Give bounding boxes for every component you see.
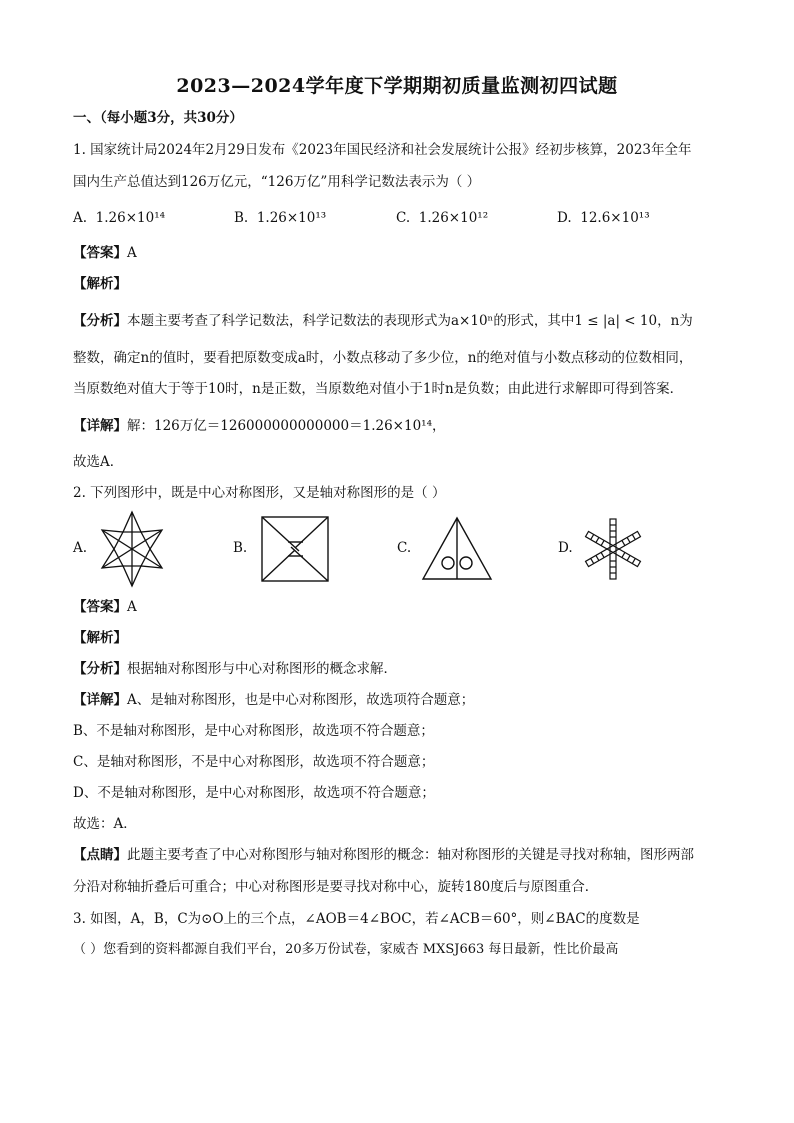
q2-line-d: D、不是轴对称图形，是中心对称图形，故选项不符合题意；	[73, 785, 435, 801]
detail-text: A、是轴对称图形，也是中心对称图形，故选项符合题意；	[127, 692, 475, 708]
q2-dianjing-line2: 分沿对称轴折叠后可重合；中心对称图形是要寻找对称中心，旋转180度后与原图重合．	[73, 879, 599, 895]
option-key: C.	[396, 210, 411, 226]
hexagram-figure	[96, 510, 168, 588]
q2-line-c: C、是轴对称图形，不是中心对称图形，故选项不符合题意；	[73, 754, 435, 770]
detail-tag: 【详解】	[73, 418, 127, 434]
answer-value: A	[127, 599, 137, 615]
q2-label-a: A.	[73, 540, 88, 556]
q2-label-b: B.	[233, 540, 248, 556]
fenxi-text: 根据轴对称图形与中心对称图形的概念求解．	[127, 661, 397, 677]
q1-fenxi-line3: 当原数绝对值大于等于10时，n是正数，当原数绝对值小于1时n是负数；由此进行求解即可得到答案．	[73, 381, 684, 397]
detail-text: 解：126万亿＝126000000000000＝1.26×10¹⁴，	[127, 418, 446, 434]
q2-detail	[73, 690, 474, 710]
ribbed-star-figure	[581, 516, 645, 582]
fenxi-text: 本题主要考查了科学记数法，科学记数法的表现形式为a×10ⁿ的形式，其中1 ≤ |a| < 10，n为	[127, 313, 693, 329]
q2-fenxi	[73, 659, 397, 679]
q1-option-c	[396, 208, 488, 228]
option-text: 1.26×10¹³	[256, 210, 327, 226]
option-text: 1.26×10¹⁴	[95, 210, 166, 226]
q1-fenxi-line2: 整数，确定n的值时，要看把原数变成a时，小数点移动了多少位，n的绝对值与小数点移动的位数相同，	[73, 350, 693, 366]
section-heading: 一、（每小题3分，共30分）	[73, 110, 243, 126]
answer-value: A	[127, 245, 137, 261]
page-title: 2023—2024学年度下学期期初质量监测初四试题	[176, 75, 618, 97]
option-key: B.	[234, 210, 249, 226]
option-key: D.	[557, 210, 572, 226]
q1-detail	[73, 416, 445, 436]
q2-line-b: B、不是轴对称图形，是中心对称图形，故选项不符合题意；	[73, 723, 434, 739]
fenxi-tag: 【分析】	[73, 661, 127, 677]
fenxi-tag: 【分析】	[73, 313, 127, 329]
q3-line2: （ ）您看到的资料都源自我们平台，20多万份试卷，家威杏 MXSJ663 每日最新，性比价最高	[73, 942, 619, 957]
triangle-circles-figure	[421, 515, 493, 583]
q1-line1: 1. 国家统计局2024年2月29日发布《2023年国民经济和社会发展统计公报》经初步核算，2023年全年	[73, 142, 692, 158]
q2-dianjing-line1	[73, 845, 694, 865]
q2-choose: 故选：A．	[73, 816, 137, 832]
q1-line2: 国内生产总值达到126万亿元，“126万亿”用科学记数法表示为（ ）	[73, 174, 481, 190]
q1-answer	[73, 243, 137, 263]
q2-label-c: C.	[397, 540, 412, 556]
q1-option-d	[557, 208, 650, 228]
q2-label-d: D.	[558, 540, 573, 556]
detail-tag: 【详解】	[73, 692, 127, 708]
answer-tag: 【答案】	[73, 245, 127, 261]
q2-answer	[73, 597, 137, 617]
answer-tag: 【答案】	[73, 599, 127, 615]
q1-option-b	[234, 208, 326, 228]
q2-line1: 2. 下列图形中，既是中心对称图形，又是轴对称图形的是（ ）	[73, 485, 446, 501]
square-pinwheel-figure	[259, 514, 331, 584]
option-key: A.	[73, 210, 88, 226]
option-text: 1.26×10¹²	[418, 210, 489, 226]
q2-analysis-tag: 【解析】	[73, 630, 127, 646]
q1-option-a	[73, 208, 165, 228]
q1-fenxi-line1	[73, 311, 693, 331]
dianjing-tag: 【点睛】	[73, 847, 127, 863]
q1-choose: 故选A．	[73, 454, 124, 470]
q3-line1: 3. 如图，A，B，C为⊙O上的三个点，∠AOB＝4∠BOC，若∠ACB＝60°，则∠BAC的度数是	[73, 911, 640, 927]
dianjing-text: 此题主要考查了中心对称图形与轴对称图形的概念：轴对称图形的关键是寻找对称轴，图形两部	[127, 847, 694, 863]
q1-analysis-tag: 【解析】	[73, 276, 127, 292]
option-text: 12.6×10¹³	[580, 210, 650, 226]
